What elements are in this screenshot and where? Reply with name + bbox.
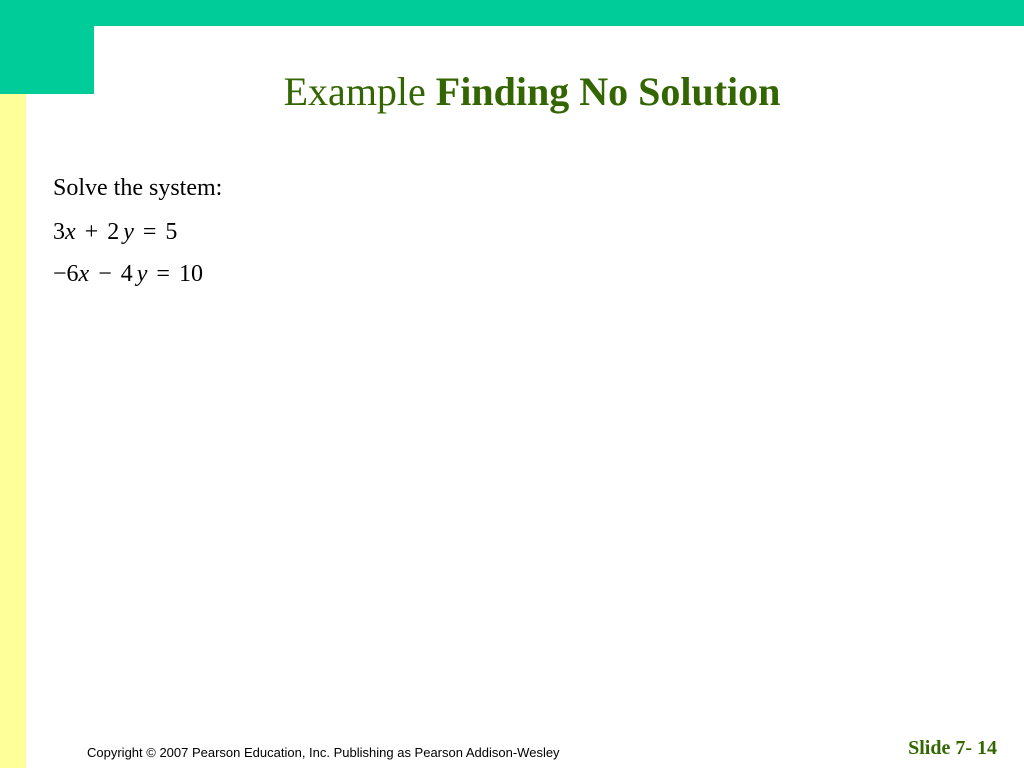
equals-sign: = xyxy=(156,261,170,287)
equation-1 xyxy=(53,216,222,248)
variable: y xyxy=(123,219,134,245)
operator: − xyxy=(98,261,112,287)
slide-number: Slide 7- 14 xyxy=(908,737,997,759)
variable: y xyxy=(136,261,148,287)
equation-2 xyxy=(53,258,222,290)
equals-sign: = xyxy=(142,219,157,245)
variable: x xyxy=(65,219,76,245)
right-hand-side: 10 xyxy=(178,261,203,287)
top-accent-bar xyxy=(0,0,1024,26)
coefficient: 4 xyxy=(120,261,133,287)
title-regular: Example xyxy=(283,69,436,114)
coefficient: −6 xyxy=(53,261,79,287)
coefficient: 3 xyxy=(53,219,65,245)
intro-text: Solve the system: xyxy=(53,175,223,201)
right-hand-side: 5 xyxy=(165,219,178,245)
copyright-notice: Copyright © 2007 Pearson Education, Inc. Publishing as Pearson Addison-Wesley xyxy=(87,745,560,760)
slide-title xyxy=(0,66,1024,118)
operator: + xyxy=(84,219,99,245)
variable: x xyxy=(78,261,90,287)
slide-content xyxy=(53,172,222,300)
title-bold: Finding No Solution xyxy=(435,69,781,114)
coefficient: 2 xyxy=(107,219,120,245)
